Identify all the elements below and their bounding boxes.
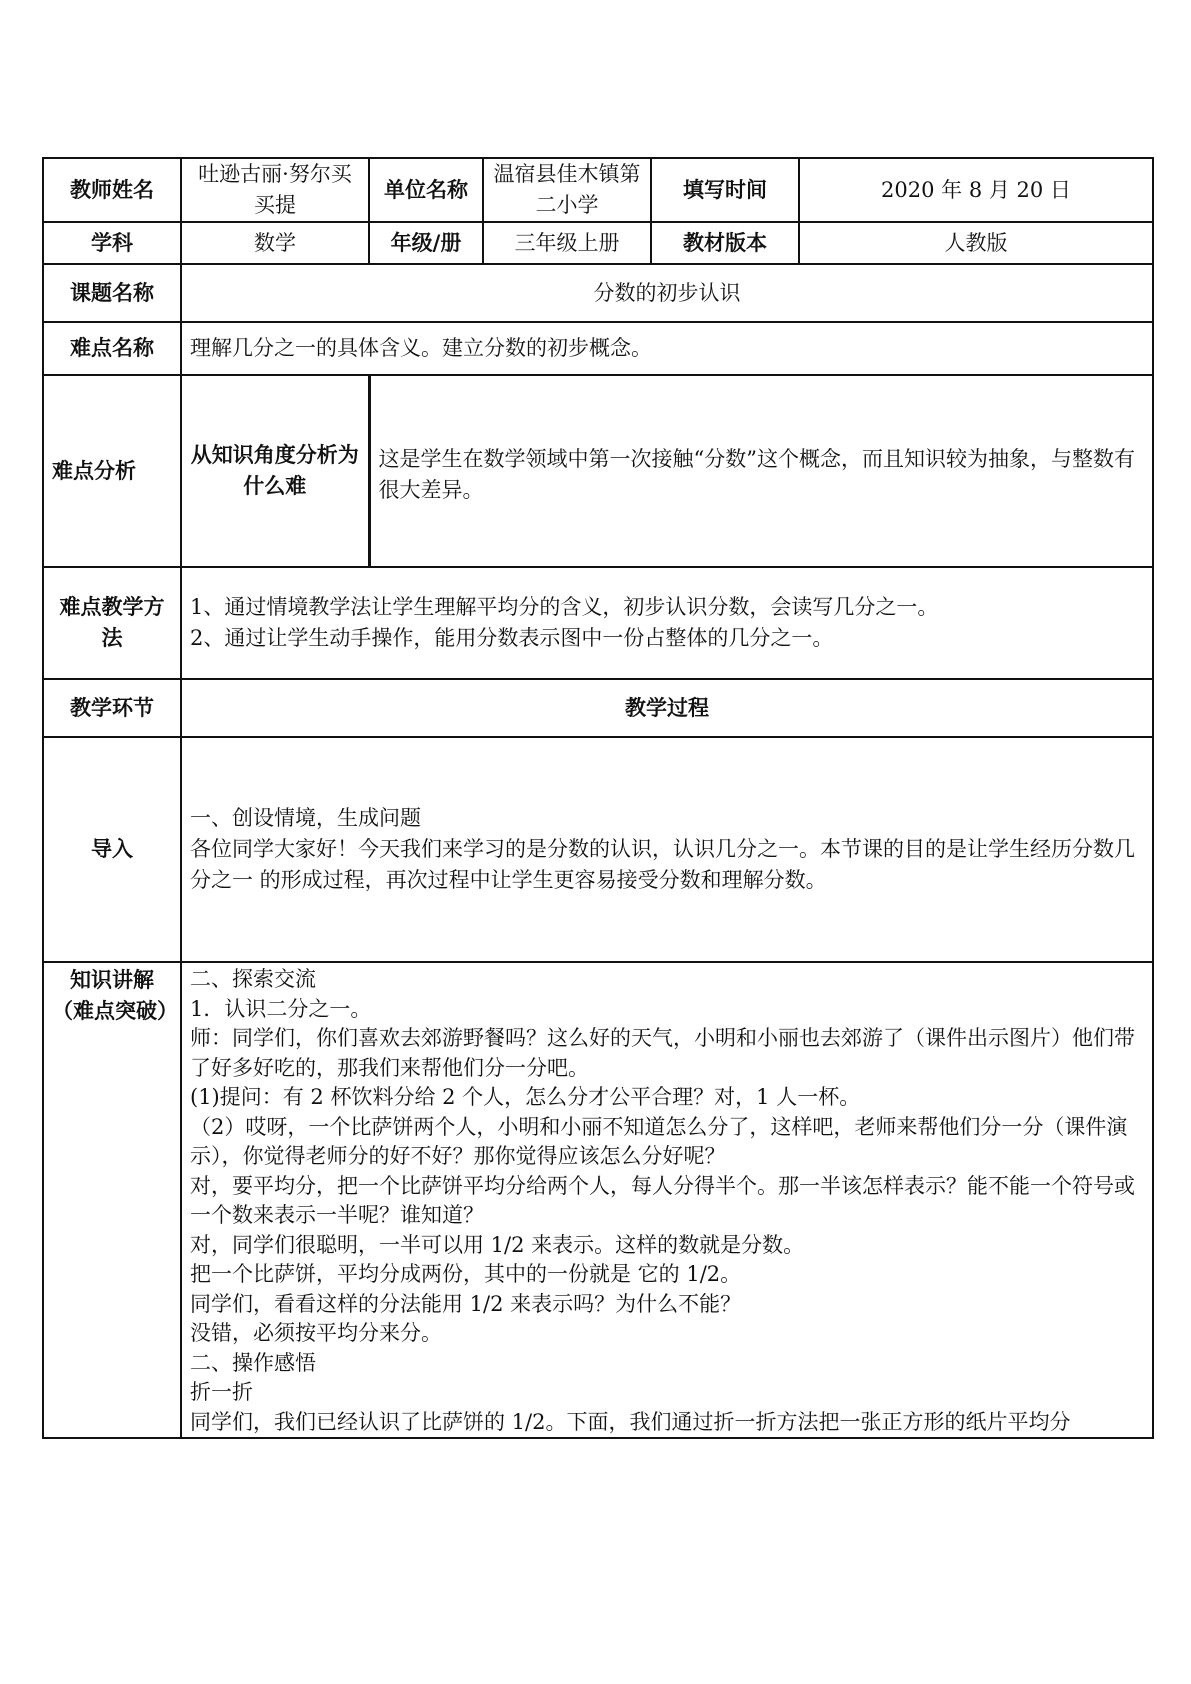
knowledge-line: 折一折 bbox=[190, 1380, 253, 1404]
intro-content bbox=[181, 737, 1153, 962]
analysis-label: 难点分析 bbox=[43, 375, 181, 567]
subject-value: 数学 bbox=[181, 222, 369, 264]
teacher-name-label: 教师姓名 bbox=[43, 158, 181, 222]
topic-row bbox=[43, 264, 1153, 322]
lesson-plan-table bbox=[42, 157, 1154, 1439]
knowledge-line: 二、操作感悟 bbox=[190, 1350, 316, 1375]
knowledge-line: 把一个比萨饼，平均分成两份，其中的一份就是 它的 1/2。 bbox=[190, 1262, 742, 1286]
intro-line-1: 一、创设情境，生成问题 bbox=[190, 806, 421, 830]
unit-value: 温宿县佳木镇第二小学 bbox=[483, 158, 651, 222]
grade-value: 三年级上册 bbox=[483, 222, 651, 264]
intro-label: 导入 bbox=[43, 737, 181, 962]
knowledge-row bbox=[43, 962, 1153, 1438]
knowledge-line: 没错，必须按平均分来分。 bbox=[190, 1321, 442, 1345]
process-label: 教学过程 bbox=[181, 679, 1153, 737]
topic-value: 分数的初步认识 bbox=[181, 264, 1153, 322]
methods-row bbox=[43, 567, 1153, 679]
process-header-row bbox=[43, 679, 1153, 737]
knowledge-label bbox=[43, 962, 181, 1438]
methods-content bbox=[181, 567, 1153, 679]
difficulty-value: 理解几分之一的具体含义。建立分数的初步概念。 bbox=[181, 322, 1153, 375]
topic-label: 课题名称 bbox=[43, 264, 181, 322]
knowledge-line: 对，同学们很聪明，一半可以用 1/2 来表示。这样的数就是分数。 bbox=[190, 1232, 805, 1257]
knowledge-line: 同学们，我们已经认识了比萨饼的 1/2。下面，我们通过折一折方法把一张正方形的纸片平均分 bbox=[190, 1409, 1071, 1434]
fill-time-value: 2020 年 8 月 20 日 bbox=[799, 158, 1153, 222]
edition-label: 教材版本 bbox=[651, 222, 799, 264]
analysis-value: 这是学生在数学领域中第一次接触“分数”这个概念，而且知识较为抽象，与整数有很大差异。 bbox=[369, 375, 1153, 567]
subject-label: 学科 bbox=[43, 222, 181, 264]
grade-label: 年级/册 bbox=[369, 222, 483, 264]
header-row-2 bbox=[43, 222, 1153, 264]
analysis-row bbox=[43, 375, 1153, 567]
knowledge-line: 师：同学们，你们喜欢去郊游野餐吗？这么好的天气，小明和小丽也去郊游了（课件出示图片）他们带了好多好吃的，那我们来帮他们分一分吧。 bbox=[190, 1026, 1135, 1080]
knowledge-line: （2）哎呀，一个比萨饼两个人，小明和小丽不知道怎么分了，这样吧，老师来帮他们分一分（课件演示），你觉得老师分的好不好？那你觉得应该怎么分好呢？ bbox=[190, 1114, 1128, 1168]
knowledge-line: 二、探索交流 bbox=[190, 967, 316, 991]
difficulty-row bbox=[43, 322, 1153, 375]
methods-label: 难点教学方法 bbox=[43, 567, 181, 679]
knowledge-label-line-2: （难点突破） bbox=[52, 999, 178, 1023]
edition-value: 人教版 bbox=[799, 222, 1153, 264]
fill-time-label: 填写时间 bbox=[651, 158, 799, 222]
knowledge-line: (1)提问：有 2 杯饮料分给 2 个人，怎么分才公平合理？对，1 人一杯。 bbox=[190, 1085, 861, 1109]
knowledge-line: 对，要平均分，把一个比萨饼平均分给两个人，每人分得半个。那一半该怎样表示？能不能一个符号或一个数来表示一半呢？谁知道？ bbox=[190, 1173, 1135, 1227]
knowledge-label-line-1: 知识讲解 bbox=[70, 968, 154, 992]
unit-label: 单位名称 bbox=[369, 158, 483, 222]
methods-line-2: 2、通过让学生动手操作，能用分数表示图中一份占整体的几分之一。 bbox=[190, 626, 834, 650]
stage-label: 教学环节 bbox=[43, 679, 181, 737]
header-row-1 bbox=[43, 158, 1153, 222]
intro-row bbox=[43, 737, 1153, 962]
teacher-name-value: 吐逊古丽·努尔买买提 bbox=[181, 158, 369, 222]
analysis-sub-label: 从知识角度分析为什么难 bbox=[181, 375, 369, 567]
methods-line-1: 1、通过情境教学法让学生理解平均分的含义，初步认识分数，会读写几分之一。 bbox=[190, 595, 939, 619]
knowledge-line: 1．认识二分之一。 bbox=[190, 996, 372, 1021]
knowledge-content bbox=[181, 962, 1153, 1438]
knowledge-line: 同学们，看看这样的分法能用 1/2 来表示吗？为什么不能？ bbox=[190, 1291, 742, 1316]
intro-line-2: 各位同学大家好！今天我们来学习的是分数的认识，认识几分之一。本节课的目的是让学生经历分数几分之一 的形成过程，再次过程中让学生更容易接受分数和理解分数。 bbox=[190, 837, 1135, 892]
difficulty-label: 难点名称 bbox=[43, 322, 181, 375]
